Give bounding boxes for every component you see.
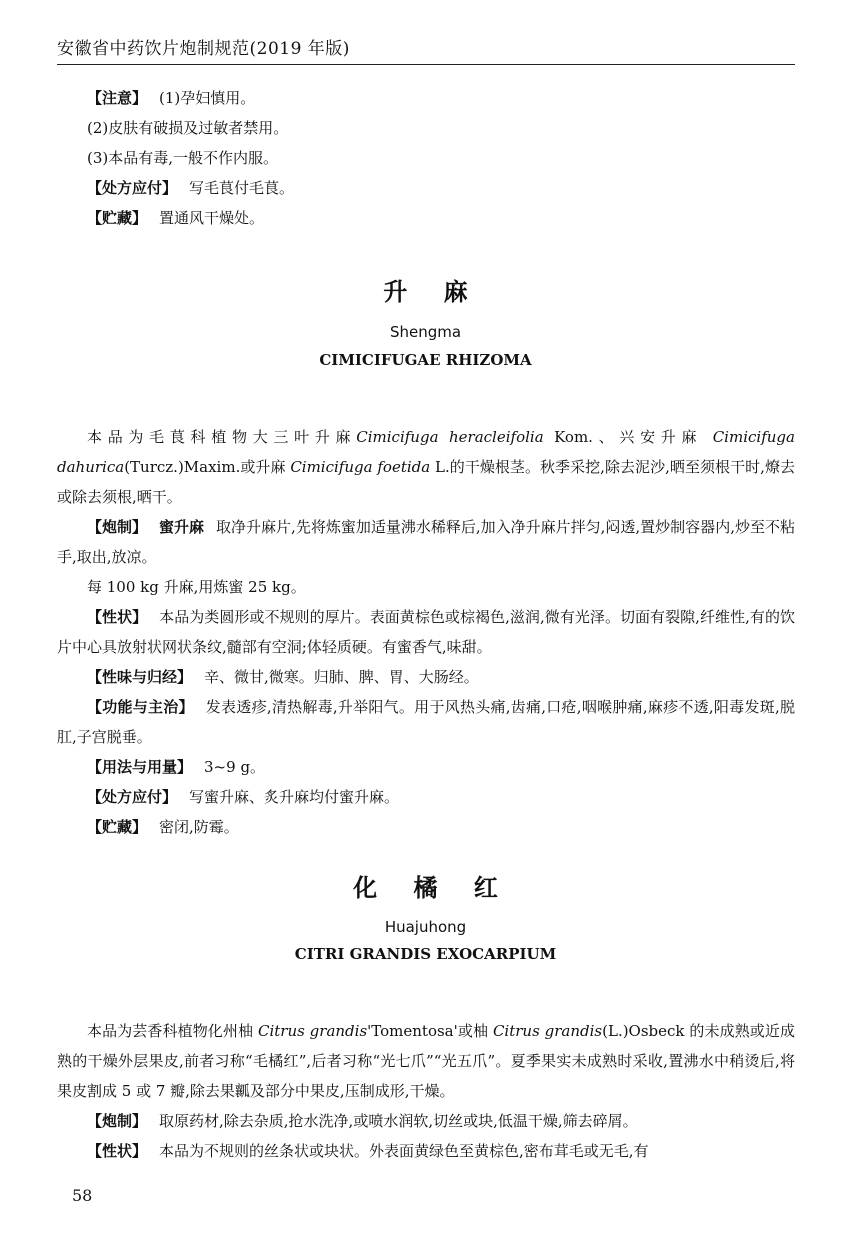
latin-species: Citrus grandis [257, 1022, 368, 1040]
huajuhong-body [57, 1016, 795, 1166]
storage-tag: 【贮藏】 [87, 209, 148, 227]
caution-tag: 【注意】 [87, 89, 148, 107]
latin-species: Cimicifuga dahurica [57, 428, 795, 476]
processing-paragraph: 【炮制】 取原药材,除去杂质,抢水洗净,或喷水润软,切丝或块,低温干燥,筛去碎屑。 [87, 1112, 638, 1130]
characters-tag: 【性状】 [87, 1142, 148, 1160]
nature-tag: 【性味与归经】 [87, 668, 193, 686]
dosage-line: 【用法与用量】 3~9 g。 [87, 758, 266, 776]
monograph-title-cn: 化 橘 红 [353, 874, 498, 902]
storage-tag: 【贮藏】 [87, 818, 148, 836]
function-paragraph: 【功能与主治】 发表透疹,清热解毒,升举阳气。用于风热头痛,齿痛,口疮,咽喉肿痛,麻疹不透,阳毒发斑,脱肛,子宫脱垂。 [57, 698, 795, 746]
source-paragraph: 本品为芸香科植物化州柚 Citrus grandis'Tomentosa'或柚 Citrus grandis(L.)Osbeck 的未成熟或近成熟的干燥外层果皮,前者习称“毛橘红”,后者习称“光七爪”“光五爪”。夏季果实未成熟时采收,置沸水中稍烫后,将果皮割成 5 或 7 瓣,除去果瓤及部分中果皮,压制成形,干燥。 [57, 1022, 796, 1100]
book-title: 安徽省中药饮片炮制规范(2019 年版) [57, 39, 350, 59]
latin-species: Citrus grandis [492, 1022, 603, 1040]
monograph-pinyin: Huajuhong [384, 918, 467, 936]
monograph-latin: CITRI GRANDIS EXOCARPIUM [294, 945, 557, 963]
processing-tag: 【炮制】 [87, 518, 148, 536]
caution-line-3: (3)本品有毒,一般不作内服。 [87, 149, 279, 167]
latin-species: Cimicifuga foetida [290, 458, 431, 476]
prescription-tag: 【处方应付】 [87, 179, 178, 197]
prescription-tag: 【处方应付】 [87, 788, 178, 806]
nature-paragraph: 【性味与归经】 辛、微甘,微寒。归肺、脾、胃、大肠经。 [87, 668, 479, 686]
storage-line: 【贮藏】 置通风干燥处。 [87, 209, 265, 227]
characters-paragraph: 【性状】 本品为类圆形或不规则的厚片。表面黄棕色或棕褐色,滋润,微有光泽。切面有裂隙,纤维性,有的饮片中心具放射状网状条纹,髓部有空洞;体轻质硬。有蜜香气,味甜。 [57, 608, 795, 656]
prescription-line: 【处方应付】 写蜜升麻、炙升麻均付蜜升麻。 [87, 788, 400, 806]
page-number: 58 [72, 1186, 93, 1205]
monograph-pinyin: Shengma [389, 323, 462, 341]
characters-tag: 【性状】 [87, 608, 148, 626]
latin-species: Cimicifuga heracleifolia [356, 428, 544, 446]
processing-paragraph: 【炮制】 蜜升麻 取净升麻片,先将炼蜜加适量沸水稀释后,加入净升麻片拌匀,闷透,置炒制容器内,炒至不粘手,取出,放凉。 [57, 518, 795, 566]
storage-line: 【贮藏】 密闭,防霉。 [87, 818, 239, 836]
processing-subtitle: 蜜升麻 [159, 518, 205, 536]
ratio-line: 每 100 kg 升麻,用炼蜜 25 kg。 [87, 578, 306, 596]
header-divider [57, 64, 795, 65]
monograph-latin: CIMICIFUGAE RHIZOMA [319, 351, 532, 369]
processing-tag: 【炮制】 [87, 1112, 148, 1130]
previous-monograph-tail [57, 83, 795, 233]
characters-paragraph: 【性状】 本品为不规则的丝条状或块状。外表面黄绿色至黄棕色,密布茸毛或无毛,有 [87, 1142, 649, 1160]
source-paragraph: 本品为毛茛科植物大三叶升麻Cimicifuga heracleifolia Kom.、兴安升麻 Cimicifuga dahurica(Turcz.)Maxim.或升麻 Cimicifuga foetida L.的干燥根茎。秋季采挖,除去泥沙,晒至须根干时,燎去或除去须根,晒干。 [57, 428, 795, 506]
prescription-line: 【处方应付】 写毛茛付毛茛。 [87, 179, 295, 197]
caution-line-2: (2)皮肤有破损及过敏者禁用。 [87, 119, 289, 137]
caution-line-1: 【注意】 (1)孕妇慎用。 [87, 89, 256, 107]
monograph-title-cn: 升 麻 [383, 278, 468, 306]
shengma-body [57, 422, 795, 842]
dosage-tag: 【用法与用量】 [87, 758, 193, 776]
function-tag: 【功能与主治】 [87, 698, 194, 716]
